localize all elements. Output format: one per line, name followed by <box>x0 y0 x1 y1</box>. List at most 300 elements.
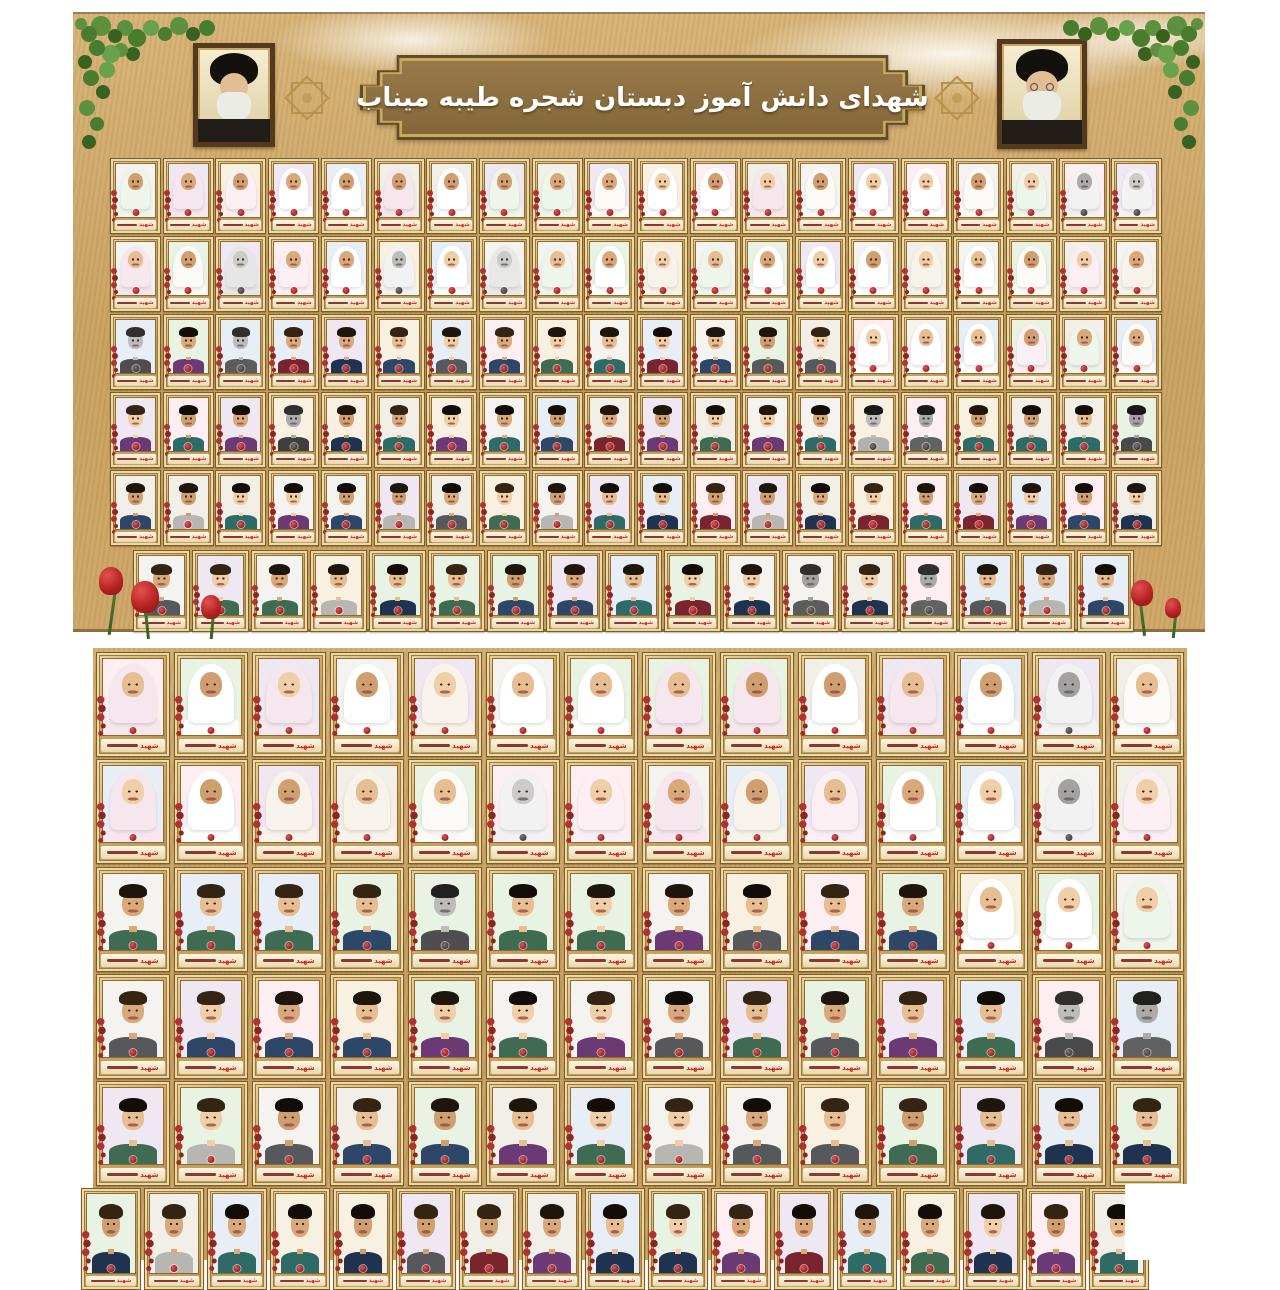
neck-shape <box>927 1249 933 1255</box>
hair-shape <box>682 564 704 575</box>
neck-shape <box>926 597 931 601</box>
martyr-name-illegible <box>341 744 372 748</box>
martyr-label-prefix: شهید <box>461 620 477 626</box>
martyr-photo-frame <box>369 550 426 632</box>
flower-garland-icon <box>902 424 908 430</box>
martyr-photo <box>102 658 164 736</box>
face-shape <box>866 329 881 346</box>
martyr-name-illegible <box>644 380 664 383</box>
martyr-label-prefix: شهید <box>764 1170 783 1179</box>
hair-shape <box>600 483 619 493</box>
face-shape <box>181 251 196 268</box>
martyr-name-illegible <box>1119 302 1139 305</box>
martyr-label-prefix: شهید <box>608 1170 627 1179</box>
face-shape <box>286 251 301 268</box>
martyr-name-label <box>430 297 473 309</box>
martyr-name-illegible <box>1119 536 1139 539</box>
flower-garland-icon <box>311 585 317 591</box>
martyr-name-label <box>841 1275 893 1287</box>
martyr-photo-frame <box>1006 314 1057 390</box>
martyr-label-prefix: شهید <box>874 620 890 626</box>
martyr-photo <box>642 319 683 374</box>
martyr-photo <box>728 555 775 616</box>
martyr-label-prefix: شهید <box>1140 534 1155 540</box>
martyr-name-label <box>1010 297 1053 309</box>
martyr-name-illegible <box>731 1173 762 1177</box>
martyr-name-illegible <box>486 224 506 227</box>
martyr-label-prefix: شهید <box>1087 300 1103 306</box>
flower-garland-icon <box>480 268 486 274</box>
martyr-label-prefix: شهید <box>771 222 786 228</box>
hair-shape <box>811 405 830 415</box>
neck-shape <box>660 357 665 361</box>
neck-shape <box>753 926 760 931</box>
martyr-photo <box>464 1193 514 1274</box>
martyr-name-illegible <box>644 224 664 227</box>
flower-rosette-icon <box>130 727 137 734</box>
martyr-label-prefix: شهید <box>1154 956 1173 965</box>
martyr-photo <box>1011 397 1052 452</box>
hair-shape <box>337 483 356 493</box>
martyr-photo-frame <box>711 1188 771 1290</box>
flower-rosette-icon <box>988 1156 995 1163</box>
flower-rosette-icon <box>290 443 297 450</box>
flower-garland-icon <box>375 190 381 196</box>
martyr-photo-frame <box>798 1081 872 1186</box>
martyr-label-prefix: شهید <box>613 456 628 462</box>
flower-rosette-icon <box>923 521 930 528</box>
martyr-photo <box>180 658 242 736</box>
martyr-name-label <box>802 953 868 968</box>
martyr-name-illegible <box>1066 302 1086 305</box>
flower-garland-icon <box>849 346 855 352</box>
martyr-label-prefix: شهید <box>998 741 1017 750</box>
face-shape <box>668 672 691 697</box>
martyr-photo <box>960 980 1022 1058</box>
martyr-label-prefix: شهید <box>508 222 523 228</box>
martyr-name-illegible <box>850 622 873 625</box>
martyr-name-illegible <box>653 744 684 748</box>
flower-garland-icon <box>964 1231 972 1239</box>
martyr-name-label <box>536 297 579 309</box>
neck-shape <box>397 513 402 517</box>
martyr-name-label <box>463 1275 515 1287</box>
martyr-name-label <box>412 953 478 968</box>
neck-shape <box>766 513 771 517</box>
martyr-photo <box>960 873 1022 951</box>
martyr-photo-frame <box>795 392 846 468</box>
martyr-photo-frame <box>479 392 530 468</box>
hair-shape <box>353 991 382 1005</box>
martyr-photo <box>484 163 525 218</box>
martyr-name-illegible <box>887 851 918 855</box>
neck-shape <box>291 513 296 517</box>
martyr-name-illegible <box>328 536 348 539</box>
martyr-photo <box>379 475 420 530</box>
martyr-photo-frame <box>954 652 1028 757</box>
martyr-name-illegible <box>117 536 137 539</box>
martyr-label-prefix: شهید <box>218 1170 237 1179</box>
martyr-name-label <box>852 297 895 309</box>
martyr-label-prefix: شهید <box>1110 620 1126 626</box>
martyr-photo <box>905 555 952 616</box>
martyr-name-label <box>1063 297 1106 309</box>
martyr-photo-frame <box>1032 1081 1106 1186</box>
martyr-name-illegible <box>170 536 190 539</box>
flower-rosette-icon <box>185 521 192 528</box>
bottom-panel <box>93 648 1187 1284</box>
martyr-name-label <box>589 1275 641 1287</box>
martyr-name-label <box>1114 845 1180 860</box>
martyr-name-illegible <box>803 302 823 305</box>
flower-rosette-icon <box>1043 607 1050 614</box>
martyr-name-illegible <box>263 744 294 748</box>
martyr-label-prefix: شهید <box>718 534 734 540</box>
martyr-photo <box>1116 980 1178 1058</box>
martyr-label-prefix: شهید <box>1035 222 1050 228</box>
martyr-name-label <box>1115 297 1158 309</box>
martyr-label-prefix: شهید <box>1087 534 1103 540</box>
martyr-photo <box>726 873 788 951</box>
martyr-photo <box>431 241 472 296</box>
martyr-photo <box>653 1193 703 1274</box>
flower-rosette-icon <box>396 521 403 528</box>
flower-rosette-icon <box>208 727 215 734</box>
flower-garland-icon <box>838 1231 846 1239</box>
martyr-name-illegible <box>276 224 296 227</box>
neck-shape <box>631 597 636 601</box>
flower-garland-icon <box>1078 585 1084 591</box>
martyr-photo <box>414 873 476 951</box>
martyr-name-label <box>880 1167 946 1182</box>
martyr-label-prefix: شهید <box>374 1170 393 1179</box>
martyr-photo <box>180 765 242 843</box>
martyr-name-label <box>490 738 556 753</box>
martyr-name-illegible <box>276 536 296 539</box>
martyr-photo-frame <box>742 158 793 234</box>
flower-rosette-icon <box>185 443 192 450</box>
martyr-photo <box>326 397 367 452</box>
martyr-photo <box>804 765 866 843</box>
martyr-photo-frame <box>642 867 716 972</box>
neck-shape <box>801 1249 807 1255</box>
flower-rosette-icon <box>676 942 683 949</box>
martyr-label-prefix: شهید <box>140 1170 159 1179</box>
martyr-name-illegible <box>644 536 664 539</box>
neck-shape <box>1134 513 1139 517</box>
flower-garland-icon <box>480 424 486 430</box>
hair-shape <box>162 1204 185 1219</box>
martyr-name-label <box>694 219 737 231</box>
flower-garland-icon <box>145 1231 153 1239</box>
martyr-name-label <box>334 738 400 753</box>
martyr-name-label <box>880 738 946 753</box>
martyr-label-prefix: شهید <box>166 620 182 626</box>
martyr-name-label <box>178 845 244 860</box>
neck-shape <box>441 1033 448 1038</box>
martyr-photo <box>695 319 736 374</box>
martyr-label-prefix: شهید <box>920 956 939 965</box>
martyr-photo-frame <box>522 1188 582 1290</box>
martyr-name-illegible <box>1121 1173 1152 1177</box>
flower-rosette-icon <box>1133 443 1140 450</box>
martyr-name-label <box>1114 1167 1180 1182</box>
martyr-name-illegible <box>697 380 717 383</box>
hair-shape <box>977 991 1006 1005</box>
flower-rosette-icon <box>132 365 139 372</box>
martyr-name-label <box>641 219 684 231</box>
martyr-name-label <box>1010 375 1053 387</box>
martyr-name-illegible <box>496 622 519 625</box>
martyr-photo <box>800 163 841 218</box>
martyr-photo <box>273 475 314 530</box>
martyr-name-illegible <box>1066 380 1086 383</box>
hair-shape <box>548 405 567 415</box>
martyr-photo-frame <box>901 470 952 546</box>
martyr-photo-frame <box>486 867 560 972</box>
martyr-name-label <box>802 1167 868 1182</box>
martyr-label-prefix: شهید <box>929 456 945 462</box>
martyr-name-label <box>724 1060 790 1075</box>
flower-rosette-icon <box>676 1156 683 1163</box>
flower-rosette-icon <box>130 942 137 949</box>
martyr-photo <box>800 475 841 530</box>
martyr-name-illegible <box>965 1173 996 1177</box>
martyr-photo-frame <box>876 759 950 864</box>
martyr-label-prefix: شهید <box>771 300 786 306</box>
martyr-name-illegible <box>117 380 137 383</box>
hair-shape <box>623 564 645 575</box>
neck-shape <box>831 1140 838 1145</box>
martyr-photo <box>275 1193 325 1274</box>
martyr-photo-frame <box>564 1081 638 1186</box>
neck-shape <box>519 926 526 931</box>
martyr-name-label <box>211 1275 263 1287</box>
hair-shape <box>119 1098 148 1112</box>
martyr-label-prefix: شهید <box>998 956 1017 965</box>
martyr-photo <box>336 980 398 1058</box>
neck-shape <box>108 1249 114 1255</box>
martyr-name-label <box>325 219 368 231</box>
martyr-name-label <box>412 738 478 753</box>
martyr-name-label <box>668 617 717 629</box>
neck-shape <box>555 357 560 361</box>
face-shape <box>866 251 881 268</box>
martyr-photo <box>804 658 866 736</box>
martyr-photo-frame <box>1111 158 1162 234</box>
martyr-name-illegible <box>497 1173 528 1177</box>
hair-shape <box>587 884 616 898</box>
flower-garland-icon <box>724 585 730 591</box>
martyr-name-illegible <box>1121 1066 1152 1070</box>
neck-shape <box>818 435 823 439</box>
martyr-label-prefix: شهید <box>666 378 681 384</box>
flower-rosette-icon <box>554 521 561 528</box>
flower-rosette-icon <box>1081 521 1088 528</box>
martyr-photo-frame <box>321 158 372 234</box>
martyr-photo-frame <box>110 314 161 390</box>
martyr-label-prefix: شهید <box>297 300 312 306</box>
flower-rosette-icon <box>1066 1049 1073 1056</box>
martyr-photo <box>747 397 788 452</box>
martyr-photo <box>1116 873 1178 951</box>
martyr-name-illegible <box>908 536 928 539</box>
martyr-name-label <box>1063 531 1106 543</box>
martyr-name-illegible <box>381 380 401 383</box>
neck-shape <box>207 926 214 931</box>
martyr-photo <box>220 163 261 218</box>
martyr-name-label <box>1036 738 1102 753</box>
neck-shape <box>1082 513 1087 517</box>
flower-rosette-icon <box>866 607 873 614</box>
martyr-photo-frame <box>848 236 899 312</box>
martyr-photo <box>1116 163 1157 218</box>
flower-garland-icon <box>164 190 170 196</box>
martyr-photo <box>492 980 554 1058</box>
face-shape <box>1129 251 1144 268</box>
neck-shape <box>985 597 990 601</box>
neck-shape <box>344 435 349 439</box>
martyr-name-illegible <box>486 536 506 539</box>
martyr-name-illegible <box>887 1173 918 1177</box>
martyr-name-illegible <box>185 1066 216 1070</box>
martyr-name-label <box>219 531 262 543</box>
martyr-label-prefix: شهید <box>139 534 154 540</box>
martyr-name-label <box>483 531 526 543</box>
martyr-photo-frame <box>479 236 530 312</box>
martyr-photo-frame <box>564 974 638 1079</box>
martyr-name-illegible <box>91 1280 115 1283</box>
martyr-name-label <box>852 219 895 231</box>
martyr-name-illegible <box>185 744 216 748</box>
martyr-photo <box>726 765 788 843</box>
martyr-name-illegible <box>908 302 928 305</box>
flower-garland-icon <box>322 424 328 430</box>
martyr-name-label <box>1030 1275 1082 1287</box>
martyr-photo-frame <box>953 158 1004 234</box>
martyr-name-illegible <box>280 1280 304 1283</box>
martyr-photo <box>273 397 314 452</box>
martyr-photo <box>258 765 320 843</box>
face-shape <box>278 779 301 804</box>
martyr-photo <box>115 319 156 374</box>
martyr-photo-frame <box>486 1081 560 1186</box>
martyr-name-label <box>786 617 835 629</box>
flower-rosette-icon <box>1133 209 1140 216</box>
martyr-name-illegible <box>887 744 918 748</box>
martyr-photo-frame <box>798 652 872 757</box>
martyr-name-illegible <box>644 302 664 305</box>
martyr-photo <box>800 397 841 452</box>
martyr-name-illegible <box>1036 1280 1060 1283</box>
hair-shape <box>509 1098 538 1112</box>
flower-garland-icon <box>1019 585 1025 591</box>
martyr-name-label <box>957 219 1000 231</box>
martyr-label-prefix: شهید <box>139 222 154 228</box>
neck-shape <box>924 435 929 439</box>
martyr-photo-frame <box>959 550 1016 632</box>
martyr-name-illegible <box>555 622 578 625</box>
martyr-label-prefix: شهید <box>824 456 839 462</box>
flower-rosette-icon <box>501 443 508 450</box>
martyr-name-label <box>588 297 631 309</box>
tulip-stem <box>1139 602 1146 636</box>
martyr-photo-frame <box>1110 867 1184 972</box>
martyr-photo <box>648 980 710 1058</box>
neck-shape <box>186 513 191 517</box>
martyr-photo-frame <box>174 759 248 864</box>
martyr-name-illegible <box>170 380 190 383</box>
hair-shape <box>232 405 251 415</box>
martyr-photo-frame <box>487 550 544 632</box>
martyr-name-label <box>641 453 684 465</box>
martyr-name-illegible <box>1013 380 1033 383</box>
neck-shape <box>291 357 296 361</box>
martyr-name-label <box>641 375 684 387</box>
neck-shape <box>572 597 577 601</box>
face-shape <box>512 672 535 697</box>
neck-shape <box>207 1033 214 1038</box>
martyr-name-illegible <box>887 1066 918 1070</box>
flower-rosette-icon <box>1102 607 1109 614</box>
martyr-label-prefix: شهید <box>1087 378 1103 384</box>
neck-shape <box>285 1140 292 1145</box>
flower-garland-icon <box>322 190 328 196</box>
martyr-name-label <box>845 617 894 629</box>
martyr-name-illegible <box>653 851 684 855</box>
martyr-label-prefix: شهید <box>140 741 159 750</box>
martyr-photo-frame <box>664 550 721 632</box>
martyr-label-prefix: شهید <box>297 222 312 228</box>
martyr-photo <box>326 163 367 218</box>
hair-shape <box>729 1204 752 1219</box>
hair-shape <box>179 327 198 337</box>
martyr-name-label <box>378 453 421 465</box>
hair-shape <box>126 327 145 337</box>
martyr-photo-frame <box>268 470 319 546</box>
martyr-photo <box>273 241 314 296</box>
face-shape <box>655 251 670 268</box>
martyr-name-label <box>219 297 262 309</box>
martyr-label-prefix: شهید <box>842 956 861 965</box>
neck-shape <box>133 435 138 439</box>
flower-rosette-icon <box>343 521 350 528</box>
martyr-label-prefix: شهید <box>613 222 628 228</box>
martyr-label-prefix: شهید <box>746 1278 762 1284</box>
flower-rosette-icon <box>712 287 719 294</box>
martyr-name-illegible <box>497 851 528 855</box>
martyr-photo <box>589 163 630 218</box>
martyr-label-prefix: شهید <box>933 620 949 626</box>
martyr-photo-frame <box>1110 1081 1184 1186</box>
martyr-label-prefix: شهید <box>140 848 159 857</box>
martyr-name-label <box>880 953 946 968</box>
martyr-label-prefix: شهید <box>1061 1278 1077 1284</box>
martyr-name-label <box>957 531 1000 543</box>
martyr-photo <box>1038 980 1100 1058</box>
martyr-photo-frame <box>207 1188 267 1290</box>
martyr-name-illegible <box>965 1066 996 1070</box>
flower-rosette-icon <box>396 365 403 372</box>
martyr-label-prefix: شهید <box>1035 456 1050 462</box>
martyr-label-prefix: شهید <box>455 456 470 462</box>
martyr-photo-frame <box>330 652 404 757</box>
face-shape <box>1077 173 1092 190</box>
martyr-name-illegible <box>1043 744 1074 748</box>
martyr-name-label <box>167 219 210 231</box>
face-shape <box>286 173 301 190</box>
hair-shape <box>1133 991 1162 1005</box>
